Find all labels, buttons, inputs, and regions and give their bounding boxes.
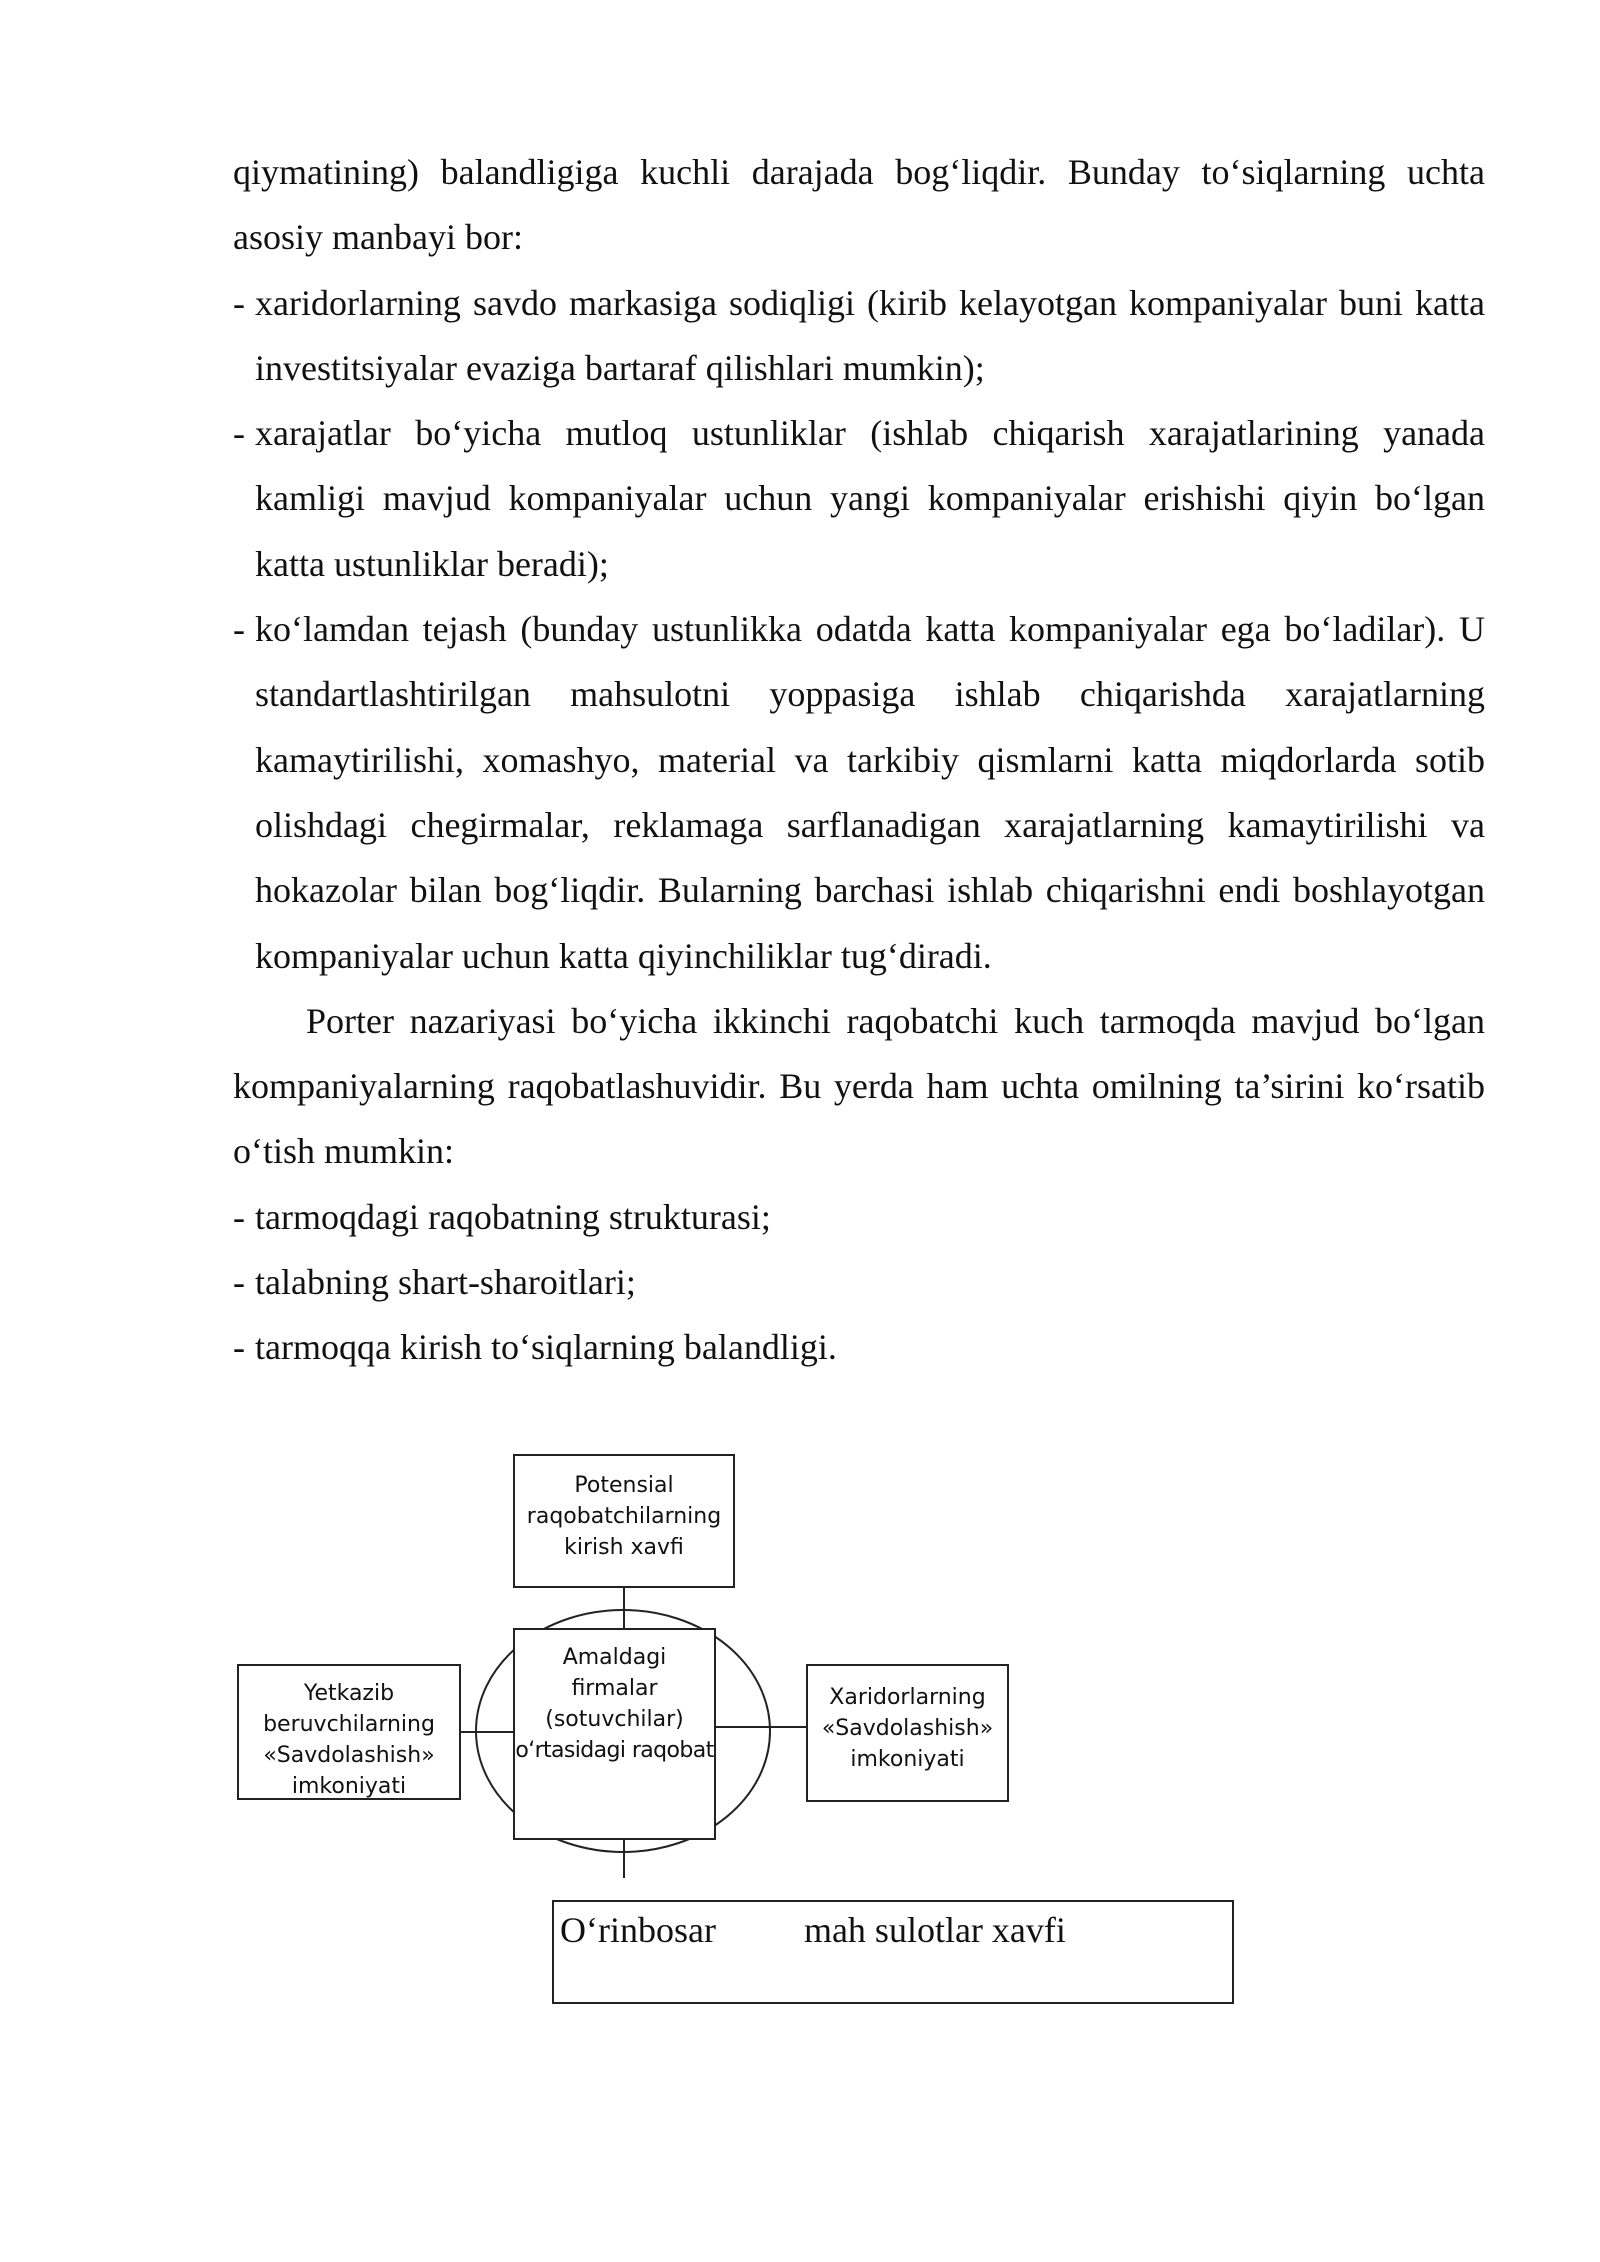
bullet-text: xarajatlar bo‘yicha mutloq ustunliklar (ishlab chiqarish xarajatlarining yanada kamligi mavjud kompaniyalar uchun yangi kompaniyalar erishishi qiyin bo‘lgan katta ustunliklar beradi); <box>255 413 1485 584</box>
box-line: Xaridorlarning <box>829 1685 986 1710</box>
competition-ellipse <box>476 1610 770 1852</box>
paragraph-1: qiymatining) balandligiga kuchli darajada bog‘liqdir. Bunday to‘siqlarning uchta asosiy manbayi bor: <box>233 152 1485 258</box>
bullet-item <box>233 1315 1485 1380</box>
bullet-text: xaridorlarning savdo markasiga sodiqligi (kirib kelayotgan kompaniyalar buni katta investitsiyalar evaziga bartaraf qilishlari mumkin); <box>255 282 1485 388</box>
box-line: Potensial <box>574 1473 674 1498</box>
paragraph-2: Porter nazariyasi bo‘yicha ikkinchi raqobatchi kuch tarmoqda mavjud bo‘lgan kompaniyalarning raqobatlashuvidir. Bu yerda ham uchta omilning ta’sirini ko‘rsatib o‘tish mumkin: <box>233 1000 1485 1172</box>
bullet-item <box>233 1185 1485 1250</box>
bullet-item <box>233 1250 1485 1315</box>
bullet-item <box>233 271 1485 402</box>
bullet-text: tarmoqdagi raqobatning strukturasi; <box>255 1196 771 1237</box>
box-line: «Savdolashish» <box>263 1743 435 1768</box>
potential-entrants-box <box>513 1454 735 1588</box>
box-line: Amaldagi <box>562 1645 667 1670</box>
substitutes-label-part1: O‘rinbosar <box>560 1910 716 1950</box>
box-line: (sotuvchilar) <box>545 1707 684 1732</box>
box-line: imkoniyati <box>291 1774 407 1799</box>
bullet-marker: - <box>233 609 245 650</box>
substitutes-label-part2: mah sulotlar xavfi <box>803 1910 1066 1950</box>
box-line: raqobatchilarning <box>526 1504 722 1529</box>
bullet-item <box>233 597 1485 989</box>
bullet-marker: - <box>233 1262 245 1303</box>
bullet-marker: - <box>233 1327 245 1368</box>
bullet-marker: - <box>233 282 245 323</box>
box-line: imkoniyati <box>850 1747 965 1772</box>
bullet-text: ko‘lamdan tejash (bunday ustunlikka odatda katta kompaniyalar ega bo‘ladilar). U standartlashtirilgan mahsulotni yoppasiga ishlab chiqarishda xarajatlarning kamaytirilishi, xomashyo, material va tarkibiy qismlarni katta miqdorlarda sotib olishdagi chegirmalar, reklamaga sarflanadigan xarajatlarning kamaytirilishi va hokazolar bilan bog‘liqdir. Bularning barchasi ishlab chiqarishni endi boshlayotgan kompaniyalar uchun katta qiyinchiliklar tug‘diradi. <box>255 609 1485 976</box>
bullet-marker: - <box>233 1196 245 1237</box>
buyers-box <box>806 1664 1009 1802</box>
substitutes-box <box>552 1900 1234 2004</box>
box-line: o‘rtasidagi raqobat <box>515 1738 714 1763</box>
bullet-item <box>233 401 1485 597</box>
existing-rivalry-box <box>513 1628 716 1840</box>
box-line: firmalar <box>571 1676 658 1701</box>
body-text <box>233 140 1485 1381</box>
box-line: beruvchilarning <box>263 1712 435 1737</box>
bullet-text: tarmoqqa kirish to‘siqlarning balandligi. <box>255 1327 837 1368</box>
box-line: «Savdolashish» <box>821 1716 994 1741</box>
box-line: kirish xavfi <box>564 1535 684 1560</box>
box-line: Yetkazib <box>303 1681 395 1706</box>
suppliers-box <box>237 1664 461 1800</box>
bullet-marker: - <box>233 413 245 454</box>
bullet-text: talabning shart-sharoitlari; <box>255 1262 636 1303</box>
